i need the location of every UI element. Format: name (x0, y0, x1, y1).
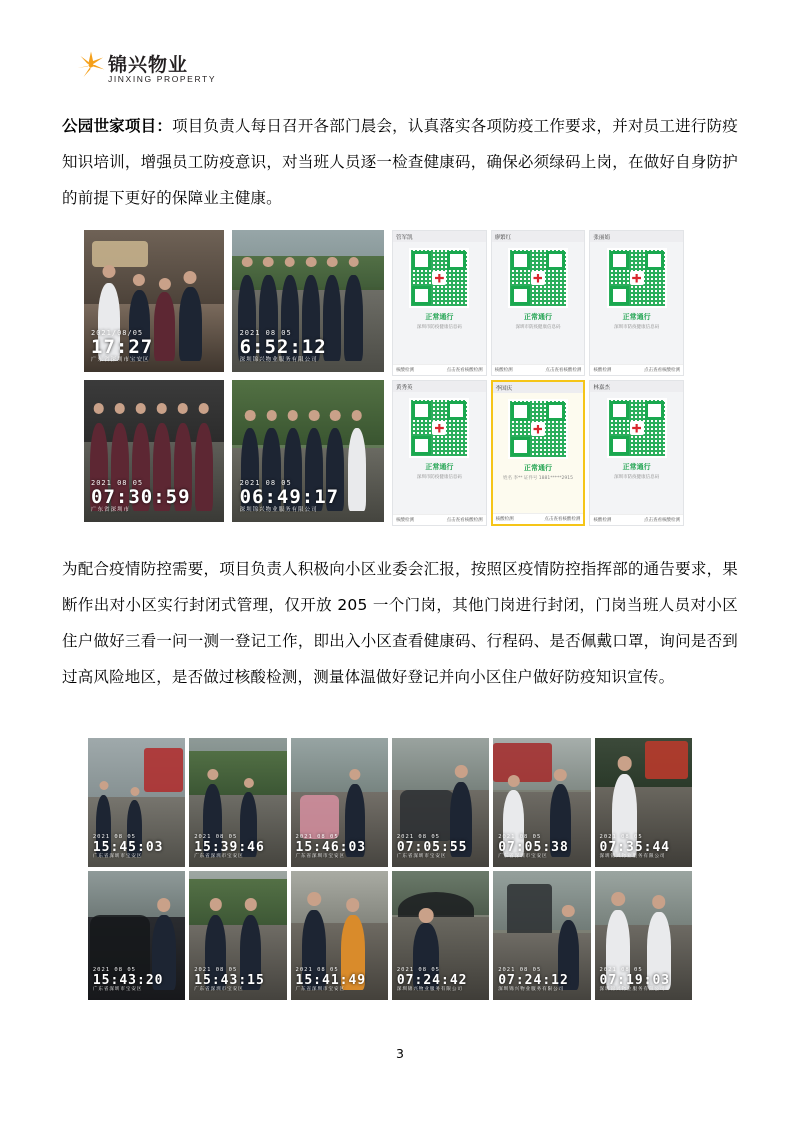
health-code-name: 黄秀英 (393, 381, 486, 392)
photo-grid-gate-duty (88, 738, 692, 1000)
photo-timestamp (397, 968, 468, 992)
health-code-subtitle: 深圳市防疫健康信息码 (515, 325, 561, 330)
photo-date: 2021 08 05 (295, 834, 339, 841)
photo-timestamp (93, 835, 164, 859)
photo-time: 06:49:17 (239, 485, 340, 508)
photo-date: 2021 08 05 (92, 967, 136, 974)
photo-item (595, 738, 692, 867)
photo-timestamp (194, 968, 265, 992)
photo-time: 15:39:46 (194, 839, 265, 855)
photo-grid-morning-meeting (84, 230, 384, 526)
photo-time: 17:27 (91, 335, 154, 358)
photo-date: 2021 08 05 (91, 479, 144, 488)
health-code-foot-right: 点击查看核酸检测 (643, 518, 680, 523)
photo-time: 07:30:59 (91, 485, 191, 508)
photo-timestamp (397, 835, 468, 859)
photo-item (88, 738, 185, 867)
photo-location: 深圳锦兴物业服务有限公司 (239, 506, 318, 513)
health-code-subtitle: 深圳市防疫健康信息码 (416, 475, 462, 480)
health-code-name: 管军凯 (393, 231, 486, 242)
health-code-card (589, 380, 684, 526)
photo-time: 15:41:49 (295, 972, 367, 988)
photo-date: 2021 08 05 (239, 329, 292, 338)
health-code-card (589, 230, 684, 376)
health-code-card (491, 230, 586, 376)
health-code-card (392, 230, 487, 376)
health-code-subtitle: 深圳市防疫健康信息码 (416, 325, 462, 330)
photo-timestamp (296, 968, 367, 992)
health-code-foot-left: 核酸检测 (495, 517, 514, 522)
photo-timestamp (600, 835, 671, 859)
photo-location: 深圳锦兴物业服务有限公司 (396, 986, 463, 992)
photo-location: 广东省深圳市宝安区 (295, 986, 346, 992)
health-code-subtitle: 深圳市防疫健康信息码 (614, 325, 660, 330)
photo-timestamp (91, 330, 153, 363)
photo-item (88, 871, 185, 1000)
photo-item (291, 871, 388, 1000)
photo-item (291, 738, 388, 867)
photo-time: 15:43:15 (194, 972, 265, 988)
health-code-foot-left: 核酸检测 (396, 368, 414, 373)
photo-timestamp (498, 835, 569, 859)
photo-timestamp (498, 968, 569, 992)
health-code-foot-right: 点击查看核酸检测 (446, 368, 483, 373)
logo-english-name: JINXING PROPERTY (108, 74, 217, 84)
photo-date: 2021 08 05 (92, 834, 136, 841)
photo-date: 2021 08 05 (599, 967, 643, 974)
photo-timestamp (194, 835, 265, 859)
health-code-card-highlighted (491, 380, 586, 526)
health-code-foot-right: 点击查看核酸检测 (643, 368, 680, 373)
qr-code-image (508, 248, 568, 308)
health-code-card (392, 380, 487, 526)
photo-timestamp (600, 968, 671, 992)
health-code-subtitle: 深圳市防疫健康信息码 (614, 475, 660, 480)
photo-date: 2021 08 05 (396, 834, 440, 841)
qr-code-image (409, 248, 469, 308)
health-code-foot-right: 点击查看核酸检测 (446, 518, 483, 523)
health-code-name: 廖繁红 (492, 231, 585, 242)
health-code-foot-left: 核酸检测 (396, 518, 414, 523)
health-code-foot-right: 点击查看核酸检测 (544, 517, 581, 522)
photo-timestamp (240, 480, 340, 513)
photo-time: 07:05:38 (498, 839, 569, 855)
photo-time: 6:52:12 (239, 335, 327, 358)
health-code-status: 正常通行 (523, 464, 552, 472)
photo-location: 深圳锦兴物业服务有限公司 (239, 356, 318, 363)
photo-location: 深圳锦兴物业服务有限公司 (599, 986, 666, 992)
health-code-status: 正常通行 (425, 463, 454, 471)
photo-item (595, 871, 692, 1000)
photo-time: 15:45:03 (92, 839, 164, 855)
health-code-foot-right: 点击查看核酸检测 (545, 368, 582, 373)
paragraph-one-body: 项目负责人每日召开各部门晨会，认真落实各项防疫工作要求，并对员工进行防疫知识培训，增强员工防疫意识，对当班人员逐一检查健康码，确保必须绿码上岗，在做好自身防护的前提下更好的保障业主健康。 (62, 117, 739, 207)
photo-item (493, 871, 590, 1000)
photo-item (189, 738, 286, 867)
photo-timestamp (296, 835, 367, 859)
photo-item (84, 230, 224, 372)
photo-item (84, 380, 224, 522)
health-code-grid (392, 230, 684, 526)
photo-item (392, 738, 489, 867)
photo-date: 2021 08 05 (295, 967, 339, 974)
photo-time: 07:24:12 (498, 972, 569, 988)
health-code-name: 林嘉杰 (590, 381, 683, 392)
health-code-status: 正常通行 (523, 313, 552, 321)
photo-item (232, 230, 384, 372)
photo-date: 2021 08 05 (599, 834, 643, 841)
photo-location: 广东省深圳市宝安区 (498, 853, 548, 859)
photo-date: 2021 08 05 (498, 967, 542, 974)
photo-time: 15:46:03 (295, 839, 367, 855)
photo-location: 深圳锦兴物业服务有限公司 (599, 853, 666, 859)
photo-location: 广东省深圳市 (91, 506, 131, 513)
photo-location: 广东省深圳市宝安区 (194, 986, 244, 992)
photo-location: 广东省深圳市宝安区 (91, 356, 150, 363)
photo-time: 07:24:42 (396, 972, 468, 988)
photo-time: 07:05:55 (396, 839, 468, 855)
health-code-foot-left: 核酸检测 (593, 518, 612, 523)
photo-location: 深圳锦兴物业服务有限公司 (498, 986, 565, 992)
photo-location: 广东省深圳市宝安区 (92, 853, 143, 859)
page-number: 3 (396, 1046, 404, 1061)
health-code-status: 正常通行 (425, 313, 454, 321)
health-code-subtitle: 姓名 李** 证件号 1881*****2915 (503, 476, 573, 481)
photo-timestamp (240, 330, 327, 363)
company-logo (76, 48, 217, 94)
photo-location: 广东省深圳市宝安区 (194, 853, 244, 859)
photo-date: 2021 08 05 (498, 834, 542, 841)
photo-time: 07:19:03 (599, 972, 671, 988)
photo-item (493, 738, 590, 867)
qr-code-image (607, 398, 667, 458)
photo-item (232, 380, 384, 522)
health-code-status: 正常通行 (622, 313, 651, 321)
photo-location: 广东省深圳市宝安区 (295, 853, 346, 859)
qr-code-image (508, 399, 568, 459)
photo-location: 广东省深圳市宝安区 (396, 853, 447, 859)
photo-timestamp (93, 968, 164, 992)
qr-code-image (607, 248, 667, 308)
health-code-foot-left: 核酸检测 (593, 368, 612, 373)
photo-time: 07:35:44 (599, 839, 671, 855)
health-code-status: 正常通行 (622, 463, 651, 471)
photo-date: 2021 08 05 (194, 967, 238, 974)
paragraph-one (62, 108, 738, 216)
health-code-foot-left: 核酸检测 (494, 368, 513, 373)
paragraph-one-lead: 公园世家项目： (62, 117, 173, 135)
photo-date: 2021 08 05 (239, 479, 292, 488)
qr-code-image (409, 398, 469, 458)
photo-item (392, 871, 489, 1000)
sunburst-icon (76, 50, 106, 80)
health-code-name: 李国庆 (493, 382, 584, 393)
paragraph-two: 为配合疫情防控需要，项目负责人积极向小区业委会汇报，按照区疫情防控指挥部的通告要求，果断作出对小区实行封闭式管理，仅开放 205 一个门岗，其他门岗进行封闭，门岗当班人员对小区住户做好三看一问一测一登记工作，即出入小区查看健康码、行程码、是否佩戴口罩，询问是否到过高风险地区，是否做过核酸检测，测量体温做好登记并向小区住户做好防疫知识宣传。 (62, 560, 738, 686)
logo-chinese-name: 锦兴物业 (108, 54, 189, 76)
photo-date: 2021 08 05 (194, 834, 238, 841)
photo-time: 15:43:20 (92, 972, 164, 988)
photo-date: 2021 08 05 (396, 967, 440, 974)
photo-location: 广东省深圳市宝安区 (92, 986, 143, 992)
photo-item (189, 871, 286, 1000)
health-code-name: 张丽娟 (590, 231, 683, 242)
photo-timestamp (91, 480, 191, 513)
photo-date: 2021/08/05 (91, 329, 144, 338)
